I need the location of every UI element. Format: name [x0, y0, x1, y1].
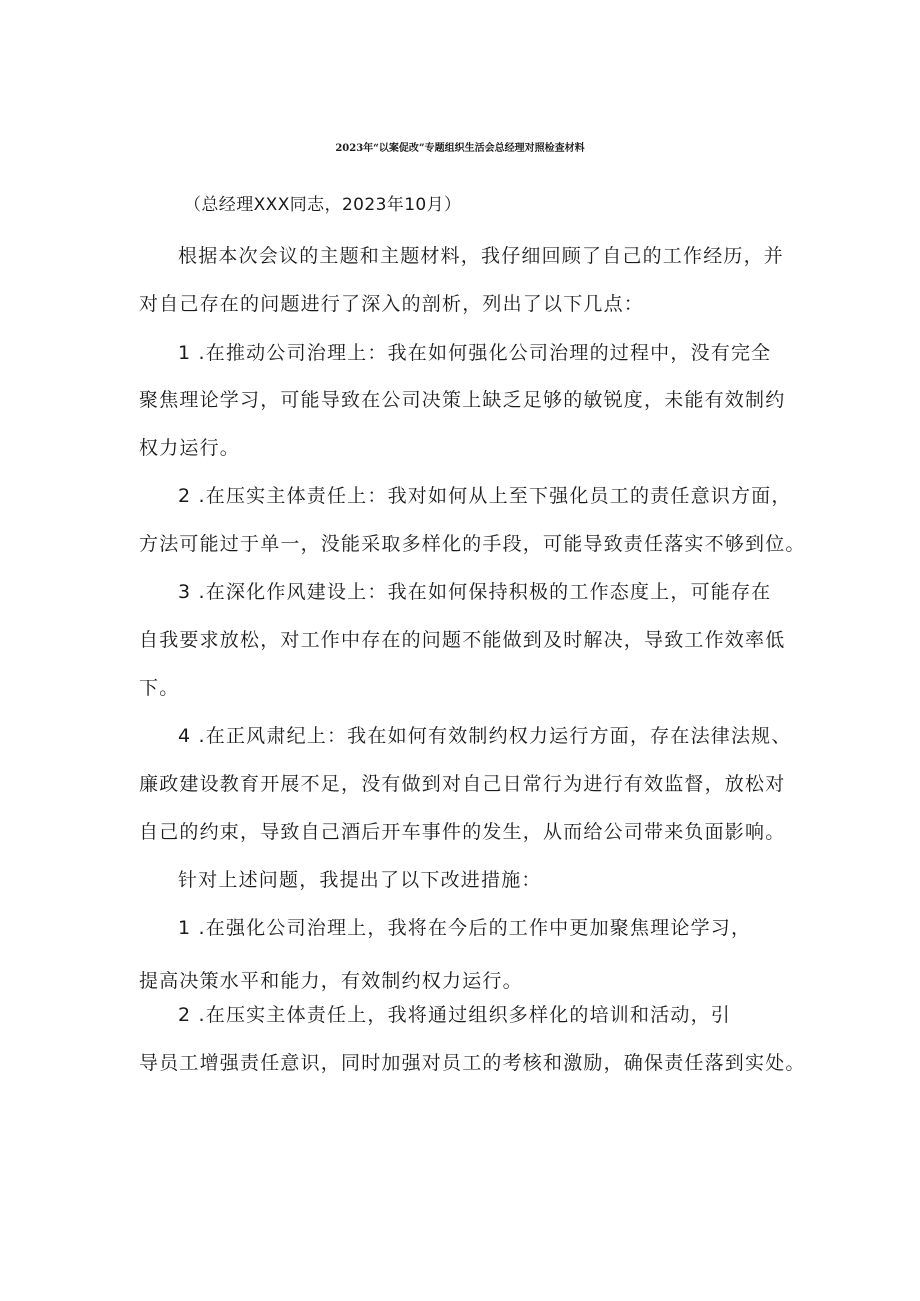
paragraph-line: 1 .在强化公司治理上，我将在今后的工作中更加聚焦理论学习，	[178, 917, 752, 939]
paragraph-line: 方法可能过于单一，没能采取多样化的手段，可能导致责任落实不够到位。	[139, 533, 806, 555]
document-title: 2023年“以案促改”专题组织生活会总经理对照检查材料	[335, 143, 585, 154]
paragraph-line: 导员工增强责任意识，同时加强对员工的考核和激励，确保责任落到实处。	[139, 1052, 806, 1074]
paragraph-line: 提高决策水平和能力，有效制约权力运行。	[139, 970, 523, 992]
paragraph-line: 廉政建设教育开展不足，没有做到对自己日常行为进行有效监督，放松对	[139, 773, 786, 795]
paragraph-line: 针对上述问题，我提出了以下改进措施：	[178, 869, 542, 891]
paragraph-line: 权力运行。	[139, 437, 241, 459]
paragraph-line: 3 .在深化作风建设上：我在如何保持积极的工作态度上，可能存在	[178, 581, 772, 603]
paragraph-line: 4 .在正风肃纪上：我在如何有效制约权力运行方面，存在法律法规、	[178, 725, 792, 747]
paragraph-line: 根据本次会议的主题和主题材料，我仔细回顾了自己的工作经历，并	[178, 245, 785, 267]
paragraph-line: 1 .在推动公司治理上：我在如何强化公司治理的过程中，没有完全	[178, 342, 772, 364]
paragraph-line: 下。	[139, 677, 180, 699]
paragraph-line: 2 .在压实主体责任上：我对如何从上至下强化员工的责任意识方面，	[178, 485, 792, 507]
paragraph-line: 2 .在压实主体责任上，我将通过组织多样化的培训和活动，引	[178, 1004, 731, 1026]
paragraph-line: 对自己存在的问题进行了深入的剖析，列出了以下几点：	[139, 293, 645, 315]
paragraph-line: 自我要求放松，对工作中存在的问题不能做到及时解决，导致工作效率低	[139, 629, 786, 651]
document-subtitle: （总经理XXX同志，2023年10月）	[184, 195, 462, 215]
paragraph-line: 自己的约束，导致自己酒后开车事件的发生，从而给公司带来负面影响。	[139, 821, 786, 843]
paragraph-line: 聚焦理论学习，可能导致在公司决策上缺乏足够的敏锐度，未能有效制约	[139, 389, 786, 411]
